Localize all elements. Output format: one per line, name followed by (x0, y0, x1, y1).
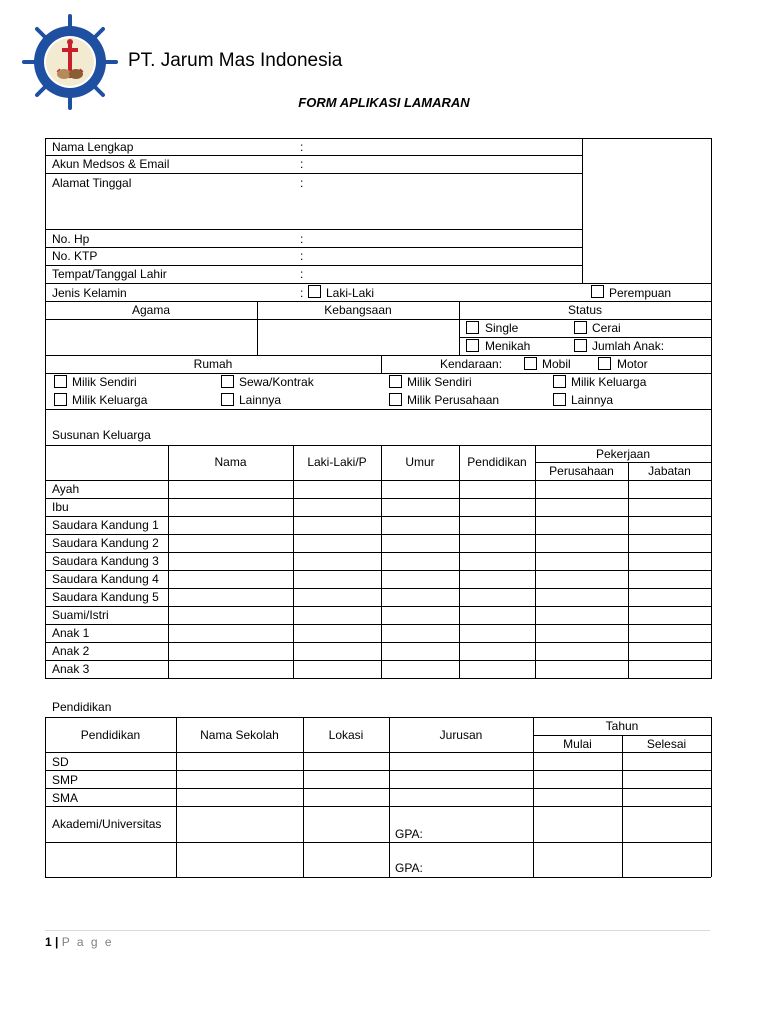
header-kendaraan: Kendaraan: (440, 357, 503, 371)
label-no-ktp: No. KTP (52, 249, 98, 263)
table-row-divider (45, 678, 711, 679)
edu-row-label: SMA (52, 791, 79, 805)
option-menikah: Menikah (485, 339, 531, 353)
family-row-label: Anak 1 (52, 626, 90, 640)
family-row-label: Saudara Kandung 5 (52, 590, 159, 604)
checkbox-rumah-milik-sendiri[interactable] (54, 375, 67, 388)
header-pendidikan: Pendidikan (467, 455, 527, 469)
colon: : (300, 267, 304, 281)
option-jumlah-anak: Jumlah Anak: (592, 339, 665, 353)
header-mulai: Mulai (563, 737, 592, 751)
colon: : (300, 157, 304, 171)
option-rumah-lainnya: Lainnya (239, 393, 282, 407)
checkbox-rumah-lainnya[interactable] (221, 393, 234, 406)
header-kebangsaan: Kebangsaan (324, 303, 392, 317)
option-kendaraan-milik-sendiri: Milik Sendiri (407, 375, 472, 389)
section-title-keluarga: Susunan Keluarga (52, 428, 151, 442)
family-row-label: Saudara Kandung 1 (52, 518, 159, 532)
option-single: Single (485, 321, 519, 335)
header-selesai: Selesai (646, 737, 687, 751)
header-jabatan: Jabatan (648, 464, 691, 478)
checkbox-kendaraan-lainnya[interactable] (553, 393, 566, 406)
label-jenis-kelamin: Jenis Kelamin (52, 286, 127, 300)
colon: : (300, 249, 304, 263)
colon: : (300, 176, 304, 190)
page-separator: | (55, 935, 59, 949)
header-perusahaan: Perusahaan (549, 464, 614, 478)
checkbox-rumah-sewa[interactable] (221, 375, 234, 388)
option-motor: Motor (617, 357, 648, 371)
form-title: FORM APLIKASI LAMARAN (298, 95, 470, 110)
colon: : (300, 286, 304, 300)
checkbox-menikah[interactable] (466, 339, 479, 352)
label-ttl: Tempat/Tanggal Lahir (52, 267, 167, 281)
header-tahun: Tahun (605, 719, 639, 733)
label-akun-medsos: Akun Medsos & Email (52, 157, 170, 171)
checkbox-single[interactable] (466, 321, 479, 334)
label-alamat: Alamat Tinggal (52, 176, 132, 190)
header-umur: Umur (405, 455, 435, 469)
option-cerai: Cerai (592, 321, 621, 335)
family-row-label: Ayah (52, 482, 80, 496)
colon: : (300, 140, 304, 154)
page-footer (45, 935, 114, 949)
option-kendaraan-milik-keluarga: Milik Keluarga (571, 375, 647, 389)
family-row-label: Saudara Kandung 3 (52, 554, 159, 568)
option-mobil: Mobil (542, 357, 571, 371)
checkbox-rumah-milik-keluarga[interactable] (54, 393, 67, 406)
table-row-divider (45, 624, 711, 625)
header-nama: Nama (214, 455, 247, 469)
checkbox-kendaraan-milik-sendiri[interactable] (389, 375, 402, 388)
header-lokasi: Lokasi (328, 728, 364, 742)
edu-row-label: Akademi/Universitas (52, 817, 162, 831)
header-nama-sekolah: Nama Sekolah (200, 728, 279, 742)
gpa-label: GPA: (395, 861, 423, 875)
section-title-pendidikan: Pendidikan (52, 700, 112, 714)
checkbox-laki-laki[interactable] (308, 285, 321, 298)
header-agama: Agama (131, 303, 171, 317)
option-rumah-sewa: Sewa/Kontrak (239, 375, 314, 389)
header-status: Status (567, 303, 603, 317)
option-rumah-milik-sendiri: Milik Sendiri (72, 375, 137, 389)
checkbox-mobil[interactable] (524, 357, 537, 370)
option-laki-laki: Laki-Laki (326, 286, 375, 300)
checkbox-cerai[interactable] (574, 321, 587, 334)
gpa-label: GPA: (395, 827, 423, 841)
header-edu-pendidikan: Pendidikan (80, 728, 141, 742)
table-row-divider (45, 660, 711, 661)
checkbox-perempuan[interactable] (591, 285, 604, 298)
family-row-label: Anak 3 (52, 662, 90, 676)
checkbox-jumlah-anak[interactable] (574, 339, 587, 352)
table-row-divider (45, 498, 711, 499)
checkbox-kendaraan-milik-keluarga[interactable] (553, 375, 566, 388)
edu-row-label: SD (52, 755, 69, 769)
header-laki-laki-p: Laki-Laki/P (307, 455, 367, 469)
label-no-hp: No. Hp (52, 232, 90, 246)
option-rumah-milik-keluarga: Milik Keluarga (72, 393, 148, 407)
family-row-label: Suami/Istri (52, 608, 109, 622)
header-rumah: Rumah (193, 357, 233, 371)
header-jurusan: Jurusan (439, 728, 483, 742)
label-nama-lengkap: Nama Lengkap (52, 140, 134, 154)
family-row-label: Ibu (52, 500, 69, 514)
option-kendaraan-milik-perusahaan: Milik Perusahaan (407, 393, 500, 407)
header-pekerjaan: Pekerjaan (595, 447, 651, 461)
family-row-label: Saudara Kandung 2 (52, 536, 159, 550)
option-kendaraan-lainnya: Lainnya (571, 393, 614, 407)
photo-box[interactable] (583, 139, 710, 282)
company-name: PT. Jarum Mas Indonesia (128, 50, 343, 71)
table-row-divider (45, 642, 711, 643)
footer-divider (45, 930, 710, 931)
page-number: 1 (45, 935, 52, 949)
family-row-label: Saudara Kandung 4 (52, 572, 159, 586)
page-label: P a g e (61, 935, 114, 949)
checkbox-motor[interactable] (598, 357, 611, 370)
checkbox-kendaraan-milik-perusahaan[interactable] (389, 393, 402, 406)
option-perempuan: Perempuan (609, 286, 672, 300)
family-row-label: Anak 2 (52, 644, 90, 658)
table-row-divider (45, 606, 711, 607)
edu-row-label: SMP (52, 773, 79, 787)
colon: : (300, 232, 304, 246)
